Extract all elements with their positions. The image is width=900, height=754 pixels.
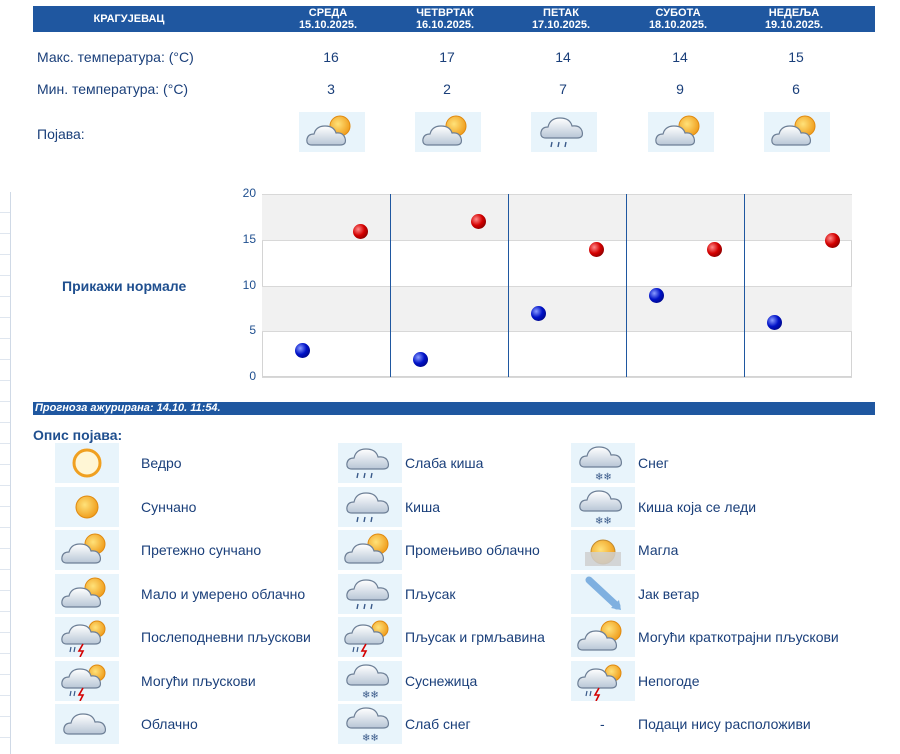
brief-showers-icon xyxy=(571,617,635,657)
fog-icon xyxy=(571,530,635,570)
forecast-updated-bar: Прогноза ажурирана: 14.10. 11:54. xyxy=(33,402,875,415)
variable-cloudy-icon xyxy=(338,530,402,570)
day-name: ЧЕТВРТАК xyxy=(416,7,474,19)
day-date: 18.10.2025. xyxy=(648,19,708,31)
min-temp-value: 2 xyxy=(443,81,451,97)
possible-showers-icon xyxy=(55,661,119,701)
min-temp-point[interactable] xyxy=(767,315,782,330)
day-name: СУБОТА xyxy=(655,7,701,19)
y-tick-label: 0 xyxy=(249,369,256,383)
chart-grid-band xyxy=(262,286,852,332)
sunny-icon xyxy=(55,487,119,527)
show-normals-link[interactable]: Прикажи нормале xyxy=(62,278,187,294)
day-separator xyxy=(390,194,391,377)
chart-gridline xyxy=(262,331,852,332)
min-temp-label: Мин. температура: (°C) xyxy=(37,81,189,97)
legend-label: Сунчано xyxy=(141,498,197,515)
no-data-marker: - xyxy=(600,716,605,732)
day-date: 15.10.2025. xyxy=(298,19,358,31)
day-date: 16.10.2025. xyxy=(415,19,475,31)
afternoon-showers-icon xyxy=(55,617,119,657)
day-header xyxy=(623,6,733,33)
min-temp-value: 7 xyxy=(559,81,567,97)
city-name: КРАГУЈЕВАЦ xyxy=(93,13,165,25)
cloudy-icon xyxy=(55,704,119,744)
day-header xyxy=(273,6,383,33)
max-temp-value: 15 xyxy=(788,49,804,65)
min-temp-point[interactable] xyxy=(531,306,546,321)
legend-label: Пљусак и грмљавина xyxy=(405,629,545,645)
partly-cloudy-icon xyxy=(299,112,365,152)
shower-icon xyxy=(338,574,402,614)
max-temp-value: 14 xyxy=(555,49,571,65)
temperature-chart xyxy=(242,186,854,383)
left-side-panel xyxy=(0,192,11,754)
min-temp-value: 9 xyxy=(676,81,684,97)
light-rain-icon xyxy=(338,443,402,483)
legend-label: Могући пљускови xyxy=(141,672,256,689)
legend-label: Слаб снег xyxy=(405,716,471,732)
legend-label: Облачно xyxy=(141,716,198,732)
day-separator xyxy=(744,194,745,377)
sleet-icon xyxy=(338,661,402,701)
strong-wind-icon xyxy=(571,574,635,614)
legend-label: Ведро xyxy=(141,455,182,471)
snow-icon xyxy=(571,443,635,483)
min-temp-point[interactable] xyxy=(649,288,664,303)
legend-label: Претежно сунчано xyxy=(141,542,262,558)
legend-label: Јак ветар xyxy=(638,585,700,602)
chart-grid-band xyxy=(262,194,852,240)
legend-label: Могући краткотрајни пљускови xyxy=(638,629,839,645)
max-temp-point[interactable] xyxy=(353,224,368,239)
thunderstorm-icon xyxy=(338,617,402,657)
partly-cloudy-icon xyxy=(55,574,119,614)
chart-gridline xyxy=(262,286,852,287)
day-header xyxy=(739,6,849,33)
day-name: ПЕТАК xyxy=(543,7,579,19)
day-header xyxy=(390,6,500,33)
legend-label: Промењиво облачно xyxy=(405,542,540,558)
legend-label: Магла xyxy=(638,542,679,558)
max-temp-point[interactable] xyxy=(825,233,840,248)
storm-icon xyxy=(571,661,635,701)
day-date: 17.10.2025. xyxy=(531,19,591,31)
partly-cloudy-icon xyxy=(764,112,830,152)
freezing-rain-icon xyxy=(571,487,635,527)
legend-label: Пљусак xyxy=(405,585,456,602)
max-temp-point[interactable] xyxy=(707,242,722,257)
legend-label: Снег xyxy=(638,455,669,471)
legend-label: Киша xyxy=(405,498,440,515)
light-snow-icon xyxy=(338,704,402,744)
legend-label: Киша која се леди xyxy=(638,498,757,515)
y-tick-label: 10 xyxy=(242,277,256,292)
chart-gridline xyxy=(262,377,852,378)
mostly-sunny-icon xyxy=(415,112,481,152)
max-temp-value: 14 xyxy=(672,49,688,65)
day-header xyxy=(506,6,616,33)
min-temp-point[interactable] xyxy=(413,352,428,367)
legend-label: Слаба киша xyxy=(405,455,484,471)
max-temp-value: 17 xyxy=(439,49,455,65)
legend-label: Непогоде xyxy=(638,672,700,689)
min-temp-value: 6 xyxy=(792,81,800,97)
legend-label: Мало и умерено облачно xyxy=(141,585,306,602)
rain-icon xyxy=(338,487,402,527)
chart-gridline xyxy=(262,194,852,195)
phenomenon-label: Појава: xyxy=(37,126,85,142)
legend-label: Суснежица xyxy=(405,672,478,689)
light-rain-icon xyxy=(531,112,597,152)
forecast-header-bar xyxy=(33,6,875,32)
max-temp-point[interactable] xyxy=(589,242,604,257)
chart-gridline xyxy=(262,240,852,241)
min-temp-point[interactable] xyxy=(295,343,310,358)
clear-icon xyxy=(55,443,119,483)
mostly-sunny-icon xyxy=(55,530,119,570)
day-date: 19.10.2025. xyxy=(764,19,824,31)
day-separator xyxy=(626,194,627,377)
min-temp-value: 3 xyxy=(327,81,335,97)
legend-label: Послеподневни пљускови xyxy=(141,629,311,645)
y-tick-label: 15 xyxy=(242,231,256,246)
max-temp-value: 16 xyxy=(323,49,339,65)
legend-label: Подаци нису расположиви xyxy=(638,716,811,732)
day-separator xyxy=(508,194,509,377)
day-name: СРЕДА xyxy=(308,7,348,19)
partly-cloudy-icon xyxy=(648,112,714,152)
legend-title: Опис појава: xyxy=(33,427,123,443)
max-temp-label: Макс. температура: (°C) xyxy=(37,49,194,65)
y-tick-label: 20 xyxy=(242,186,256,200)
day-name: НЕДЕЉА xyxy=(768,7,820,19)
y-tick-label: 5 xyxy=(249,323,256,338)
